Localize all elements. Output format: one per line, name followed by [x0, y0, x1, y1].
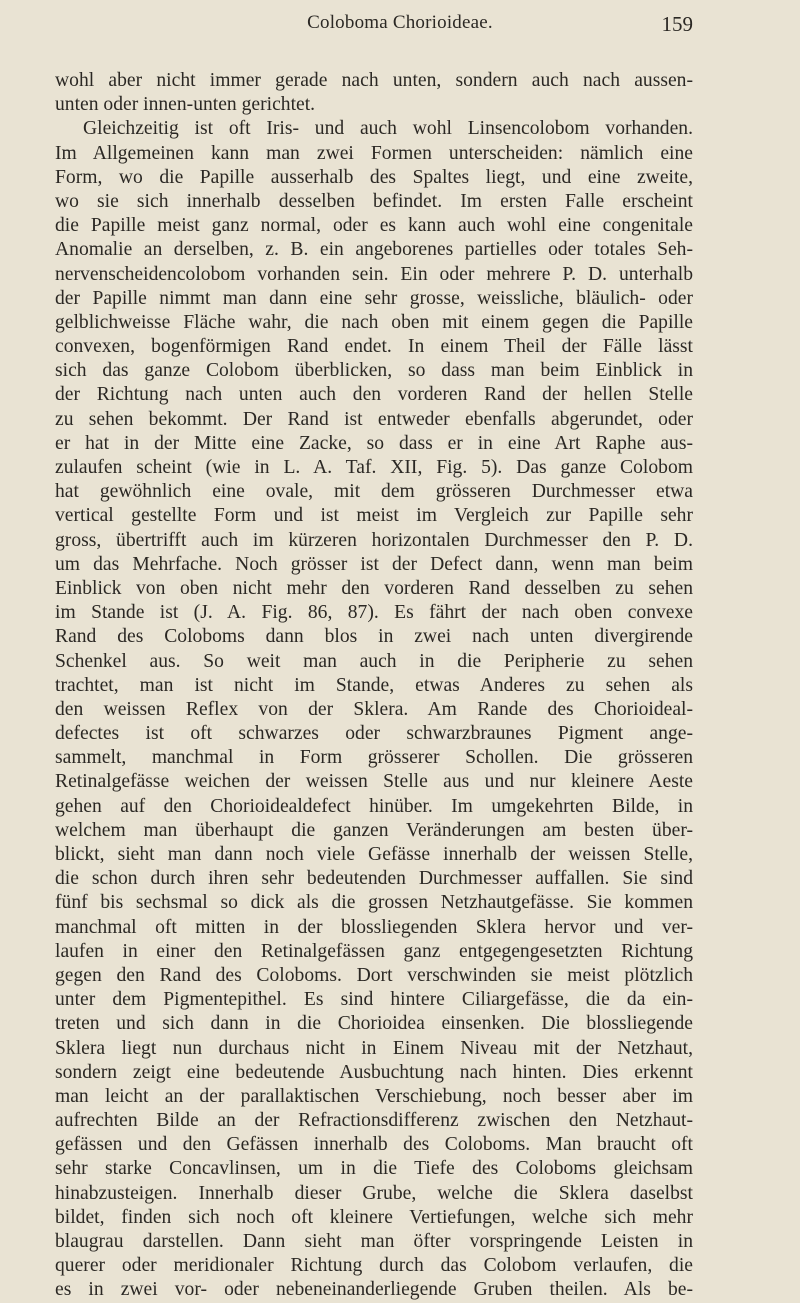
- text-line: vertical gestellte Form und ist meist im Vergleich zur Papille sehr: [55, 505, 693, 527]
- text-line: er hat in der Mitte eine Zacke, so dass er in eine Art Raphe aus-: [55, 432, 693, 454]
- text-line: Schenkel aus. So weit man auch in die Peripherie zu sehen: [55, 650, 693, 672]
- text-line: zulaufen scheint (wie in L. A. Taf. XII, Fig. 5). Das ganze Colobom: [55, 457, 693, 478]
- text-line: unter dem Pigmentepithel. Es sind hintere Ciliargefässe, die da ein-: [55, 989, 693, 1011]
- text-line: um das Mehrfache. Noch grösser ist der Defect dann, wenn man beim: [55, 553, 693, 575]
- text-line: wohl aber nicht immer gerade nach unten, sondern auch nach aussen-: [55, 70, 693, 91]
- text-line: sehr starke Concavlinsen, um in die Tiefe des Coloboms gleichsam: [55, 1158, 693, 1180]
- text-line: Im Allgemeinen kann man zwei Formen unterscheiden: nämlich eine: [55, 142, 693, 164]
- page-number: 159: [661, 12, 693, 36]
- page-header: [0, 12, 800, 42]
- text-line: hinabzusteigen. Innerhalb dieser Grube, welche die Sklera daselbst: [55, 1182, 693, 1204]
- text-line: blickt, sieht man dann noch viele Gefässe innerhalb der weissen Stelle,: [55, 844, 693, 865]
- text-line: nervenscheidencolobom vorhanden sein. Ein oder mehrere P. D. unterhalb: [55, 263, 693, 285]
- text-line: sich das ganze Colobom überblicken, so dass man beim Einblick in: [55, 360, 693, 382]
- text-line: gegen den Rand des Coloboms. Dort verschwinden sie meist plötzlich: [55, 964, 693, 986]
- text-line: es in zwei vor- oder nebeneinanderliegende Gruben theilen. Als be-: [55, 1279, 693, 1301]
- text-line: Anomalie an derselben, z. B. ein angeborenes partielles oder totales Seh-: [55, 239, 693, 261]
- text-line: gelblichweisse Fläche wahr, die nach oben mit einem gegen die Papille: [55, 311, 693, 333]
- text-line: gross, übertrifft auch im kürzeren horizontalen Durchmesser den P. D.: [55, 529, 693, 551]
- text-line: zu sehen bekommt. Der Rand ist entweder ebenfalls abgerundet, oder: [55, 408, 693, 430]
- running-title: Coloboma Chorioideae.: [307, 12, 493, 33]
- text-line: querer oder meridionaler Richtung durch das Colobom verlaufen, die: [55, 1255, 693, 1277]
- text-line: trachtet, man ist nicht im Stande, etwas Anderes zu sehen als: [55, 674, 693, 696]
- text-line: die Papille meist ganz normal, oder es kann auch wohl eine congenitale: [55, 215, 693, 237]
- body-text: [55, 69, 693, 1303]
- text-line: der Richtung nach unten auch den vorderen Rand der hellen Stelle: [55, 384, 693, 406]
- text-line: Gleichzeitig ist oft Iris- und auch wohl Linsencolobom vorhanden.: [83, 118, 693, 140]
- text-line: der Papille nimmt man dann eine sehr grosse, weissliche, bläulich- oder: [55, 287, 693, 309]
- text-line: die schon durch ihren sehr bedeutenden Durchmesser auffallen. Sie sind: [55, 868, 693, 890]
- text-line: manchmal oft mitten in der blossliegenden Sklera hervor und ver-: [55, 916, 693, 938]
- text-line: im Stande ist (J. A. Fig. 86, 87). Es fährt der nach oben convexe: [55, 602, 693, 624]
- text-line: convexen, bogenförmigen Rand endet. In einem Theil der Fälle lässt: [55, 336, 693, 358]
- text-line: fünf bis sechsmal so dick als die grossen Netzhautgefässe. Sie kommen: [55, 892, 693, 914]
- text-line: aufrechten Bilde an der Refractionsdifferenz zwischen den Netzhaut-: [55, 1110, 693, 1132]
- text-line: Form, wo die Papille ausserhalb des Spaltes liegt, und eine zweite,: [55, 166, 693, 188]
- text-line: Sklera liegt nun durchaus nicht in Einem Niveau mit der Netzhaut,: [55, 1037, 693, 1059]
- text-line: hat gewöhnlich eine ovale, mit dem grösseren Durchmesser etwa: [55, 481, 693, 503]
- text-line: bildet, finden sich noch oft kleinere Vertiefungen, welche sich mehr: [55, 1206, 693, 1228]
- text-line: den weissen Reflex von der Sklera. Am Rande des Chorioideal-: [55, 698, 693, 720]
- text-line: gefässen und den Gefässen innerhalb des Coloboms. Man braucht oft: [55, 1134, 693, 1156]
- text-line: defectes ist oft schwarzes oder schwarzbraunes Pigment ange-: [55, 723, 693, 745]
- text-line: treten und sich dann in die Chorioidea einsenken. Die blossliegende: [55, 1013, 693, 1035]
- text-line: unten oder innen-unten gerichtet.: [55, 94, 316, 116]
- text-line: gehen auf den Chorioidealdefect hinüber. Im umgekehrten Bilde, in: [55, 795, 693, 817]
- text-line: Retinalgefässe weichen der weissen Stelle aus und nur kleinere Aeste: [55, 771, 693, 793]
- text-line: Einblick von oben nicht mehr den vorderen Rand desselben zu sehen: [55, 577, 693, 599]
- text-line: sammelt, manchmal in Form grösserer Schollen. Die grösseren: [55, 747, 693, 769]
- text-line: sondern zeigt eine bedeutende Ausbuchtung nach hinten. Dies erkennt: [55, 1061, 693, 1083]
- text-line: blaugrau darstellen. Dann sieht man öfter vorspringende Leisten in: [55, 1231, 693, 1252]
- text-line: Rand des Coloboms dann blos in zwei nach unten divergirende: [55, 626, 693, 648]
- text-line: wo sie sich innerhalb desselben befindet. Im ersten Falle erscheint: [55, 190, 693, 212]
- text-line: man leicht an der parallaktischen Verschiebung, noch besser aber im: [55, 1085, 693, 1107]
- text-line: laufen in einer den Retinalgefässen ganz entgegengesetzten Richtung: [55, 940, 693, 962]
- text-line: welchem man überhaupt die ganzen Veränderungen am besten über-: [55, 819, 693, 841]
